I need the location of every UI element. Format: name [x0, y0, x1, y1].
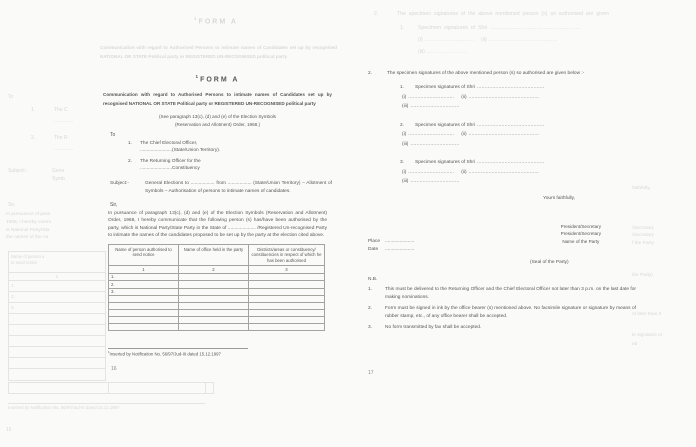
sub-i-dots: .............................. [408, 132, 455, 137]
specimen-label: Specimen signatures of Shri [415, 85, 475, 90]
date-fill-line: ...................... [385, 247, 415, 252]
ghost-subject-fragment-2: Symb [52, 176, 65, 182]
ghost-form-subtitle: Communication with regard to Authorised Persons to intimate names of Candidates set up by recognised NATIONAL OR STATE Political party or REGISTERED UN-RECOGNISED political party [100, 45, 337, 59]
specimen-sub-line [402, 102, 639, 112]
form-title-text: FORM A [200, 76, 240, 84]
empty-cell [249, 281, 325, 289]
ghost-table-header-cell [9, 252, 105, 273]
sub-i-label: (i) [402, 169, 407, 175]
table-row [109, 296, 325, 303]
ghost-fragment-secretary: /Secretary [632, 233, 654, 238]
sub-iii-dots: ................................ [410, 141, 460, 147]
ghost-fragment-nb2: le signature or [632, 333, 663, 338]
specimen-block-2 [365, 121, 639, 150]
table-row [109, 310, 325, 317]
form-title-superscript: 1 [195, 74, 201, 79]
footnote [108, 350, 221, 356]
empty-cell [179, 273, 249, 281]
column-number-1: 1 [109, 266, 179, 274]
ghost-fragment-seal: the Party) [632, 273, 653, 278]
ghost-table-row [9, 314, 105, 325]
ghost-sub-iii-dots: ......................... [426, 49, 468, 55]
footnote-rule [108, 348, 248, 349]
sub-ii-label: (ii) [461, 132, 467, 137]
section-2-number: 2. [368, 71, 373, 76]
table-header-col2: Name of office held in the party [179, 245, 249, 266]
ghost-table-header-line-1: Name of person a [11, 254, 45, 259]
ghost-addressee2-fragment: The R [54, 135, 68, 141]
ghost-addressee1-number: 1. [31, 107, 36, 113]
ghost-specimen-sub-line [418, 37, 696, 43]
left-page-number: 16 [111, 366, 117, 372]
right-page-body [365, 70, 639, 400]
table-header-col1: Name of person authorised to send notice [109, 245, 179, 266]
specimen-title-line [400, 83, 639, 93]
see-paragraph-note [103, 113, 332, 128]
specimen-sub-line [402, 130, 639, 140]
ghost-sub-i-dots: .............................. [424, 37, 474, 43]
row-label [109, 317, 179, 324]
nb-item-text: Form must be signed in ink by the office bearer (s) mentioned above. No facsimile signature or signature by means of rubber stamp, etc., of any office bearer shall be accepted. [385, 306, 636, 319]
ghost-table-bottom-row [8, 382, 214, 394]
form-subtitle: Communication with regard to Authorised Persons to intimate names of Candidates set up by recognised NATIONAL OR STATE Political party or REGISTERED UN-RECOGNISED political party [103, 92, 332, 106]
ghost-table-row: 2. [9, 292, 105, 303]
specimen-label: Specimen signatures of Shri [415, 160, 475, 165]
empty-cell [249, 296, 325, 303]
ghost-sub-iii-label: (iii) [418, 49, 425, 55]
section-2-text: The specimen signatures of the above mentioned person (s) so authorised are given below :- [387, 71, 585, 76]
addressee-1-fill-line: ........................(State/Union Territory). [140, 147, 221, 153]
empty-cell [179, 310, 249, 317]
empty-cell [179, 317, 249, 324]
specimen-block-1 [365, 83, 639, 112]
sub-iii-dots: ................................ [410, 104, 460, 109]
place-label: Place [368, 239, 380, 244]
ghost-sub-ii-dots: .......................................... [488, 37, 558, 43]
place-fill-line: ...................... [385, 239, 415, 244]
table-header-col3: Districts/areas or constituency/ constituencies in respect of which he has been authorised [249, 245, 325, 266]
ghost-addressee2-number: 2. [31, 135, 36, 141]
ghost-table-row [9, 358, 105, 369]
table-header-row [109, 245, 325, 266]
place-row [368, 238, 414, 246]
ghost-body-line-3: is National Party/Sta [6, 227, 50, 233]
subject-text: General Elections to .................. from .................. (State/Union Territory) – Allotment of Symbols – Authorisation of persons to intimate names of candidates. [145, 181, 332, 194]
to-label: To [110, 132, 116, 139]
sub-ii-dots: .............................................. [468, 132, 540, 137]
specimen-sub-line [402, 93, 639, 103]
date-label: Date [368, 247, 379, 252]
table-row [109, 324, 325, 331]
specimen-dots: ............................................ [477, 122, 545, 128]
ghost-form-title-superscript: 1 [194, 16, 199, 21]
nb-item-text: No form transmitted by fax shall be accepted. [385, 325, 482, 331]
specimen-label: Specimen signatures of Shri [415, 122, 475, 128]
ghost-footnote: Inserted by Notification No. 56/97/Jud-III dated 15.12.1997 [8, 405, 120, 410]
ghost-subject-label: Subject:- [8, 168, 28, 174]
authorised-persons-table [108, 244, 325, 331]
nb-item-3 [368, 324, 636, 332]
empty-cell [249, 324, 325, 331]
ghost-section-number: 2. [374, 11, 379, 17]
sub-iii-label: (iii) [402, 179, 409, 184]
nb-item-text: This must be delivered to the Returning Officer and the Chief Electoral Officer not later than 3 p.m. on the last date for making nominations. [385, 287, 636, 300]
ghost-sub-ii-label: (ii) [480, 37, 487, 43]
ghost-table-divider [108, 383, 109, 393]
specimen-dots: ............................................ [477, 160, 545, 165]
ghost-subject-fragment-1: Gene [52, 168, 65, 174]
signatory-line-1: President/Secretary [560, 224, 601, 229]
table-row [109, 303, 325, 310]
ghost-table-row: 3. [9, 303, 105, 314]
ghost-table-row: 1. [9, 281, 105, 292]
ghost-section-2-line [374, 11, 696, 17]
section-2-heading [365, 70, 639, 77]
empty-cell [179, 324, 249, 331]
specimen-number: 2. [400, 122, 405, 128]
empty-cell [249, 310, 325, 317]
ghost-form-title-text: FORM A [198, 18, 238, 26]
footnote-superscript: 1 [108, 350, 110, 354]
nb-item-2 [368, 305, 636, 320]
addressee-1-text: The Chief Electoral Officer, [140, 141, 198, 147]
date-row [368, 246, 414, 254]
ghost-right-page-top [374, 8, 696, 70]
empty-cell [179, 296, 249, 303]
sub-i-label: (i) [402, 94, 407, 100]
nb-item-1 [368, 286, 636, 301]
specimen-title-line [400, 158, 639, 168]
row-label [109, 296, 179, 303]
specimen-dots: ............................................ [477, 85, 545, 90]
empty-cell [249, 273, 325, 281]
specimen-block-3 [365, 158, 639, 187]
ghost-addressee1-dots: .............. [54, 118, 74, 124]
ghost-form-title [100, 16, 332, 25]
specimen-sub-line [402, 168, 639, 178]
sub-ii-dots: .............................................. [468, 94, 540, 100]
subject-label: Subject:- [110, 181, 129, 187]
signatory-block [561, 223, 601, 245]
empty-cell [179, 303, 249, 310]
ghost-table-divider [205, 383, 206, 393]
ghost-body-paragraph-fragments [6, 211, 51, 242]
ghost-fragment-party-name: f the Party [632, 241, 654, 246]
ghost-page-number: 16 [6, 427, 12, 433]
row-label [109, 303, 179, 310]
table-row [109, 317, 325, 324]
nb-item-number: 1. [368, 287, 373, 292]
addressee-2-text: The Returning Officer for the [140, 159, 201, 165]
sub-ii-label: (ii) [461, 169, 467, 175]
row-label: 2. [109, 281, 179, 289]
subject-row [103, 180, 332, 194]
body-paragraph: In pursuance of paragraph 13(c), (d) and (e) of the Election Symbols (Reservation and Allotment) Order, 1968, I hereby communicate that the following person (s) has/have been authorised by the party, which is National Party/State Party in the State of ..................... /Registered Un-recognised Party to intimate the names of the candidates proposed to be set up by the party at the election cited above. [108, 210, 327, 238]
ghost-salutation: Sir, [8, 202, 16, 208]
specimen-sub-line [402, 177, 639, 187]
ghost-specimen-sub-line [418, 49, 696, 55]
ghost-fragment-secretary: /Secretary [632, 226, 654, 231]
sub-i-dots: .............................. [408, 94, 455, 100]
empty-cell [249, 303, 325, 310]
empty-cell [179, 281, 249, 289]
ghost-specimen-number: 1. [400, 25, 405, 31]
specimen-title-line [400, 121, 639, 131]
table-row [109, 288, 325, 296]
ghost-sub-i-label: (i) [418, 37, 423, 43]
sub-iii-dots: ................................ [410, 179, 460, 184]
ghost-table-left-column [8, 251, 106, 381]
addressee-2-fill-line: ........................Constituency [140, 165, 200, 171]
sub-iii-label: (iii) [402, 104, 409, 109]
addressee-2-number: 2. [128, 159, 133, 165]
ghost-fragment-nb2b: ed [632, 342, 638, 347]
place-date-block [368, 238, 414, 254]
specimen-number: 1. [400, 85, 405, 90]
ghost-table-header-line-2: to send notice [11, 259, 38, 265]
sub-ii-dots: .............................................. [468, 169, 540, 175]
form-title [103, 74, 332, 83]
seal-note: (Seal of the Party) [530, 260, 569, 265]
ghost-footnote-rule [8, 403, 205, 404]
ghost-table-row [9, 325, 105, 336]
ghost-to-label: To [8, 94, 14, 100]
specimen-number: 3. [400, 160, 405, 165]
ghost-table-row [9, 336, 105, 347]
row-label: 1. [109, 273, 179, 281]
ghost-table-row [9, 369, 105, 380]
table-column-number-row [109, 266, 325, 274]
column-number-3: 3 [249, 266, 325, 274]
right-page-number: 17 [368, 370, 374, 376]
ghost-table-row [9, 347, 105, 358]
signatory-line-2: President/Secretary [560, 231, 601, 237]
ghost-addressee2-dots: .............. [54, 146, 74, 152]
ghost-fragment-nb1: ot later than 3 [632, 312, 662, 317]
see-paragraph-line-1: (See paragraph 13(c), (d) and (e) of the Election Symbols [159, 114, 276, 120]
sub-i-label: (i) [402, 132, 407, 137]
ghost-section-text: The specimen signatures of the above mentioned person (s) so authorised are given [397, 11, 609, 17]
footnote-text: Inserted by Notification No. 56/97/Jud-III dated 15.12.1997 [109, 351, 221, 357]
ghost-body-line-1: In pursuance of para [6, 212, 51, 217]
ghost-specimen-line [400, 25, 696, 31]
ghost-left-margin-column [6, 90, 107, 255]
nb-label: N.B. [368, 277, 378, 282]
table-row [109, 281, 325, 289]
ghost-body-line-4: the names of the ca [6, 235, 49, 241]
nota-bene-block [368, 277, 636, 332]
ghost-specimen-label: Specimen signatures of Shri .............................................................. [418, 25, 580, 31]
addressee-1-number: 1. [128, 141, 133, 147]
signatory-line-3: Name of the Party [562, 238, 600, 244]
sub-i-dots: .............................. [408, 169, 455, 175]
column-number-2: 2 [179, 266, 249, 274]
empty-cell [249, 317, 325, 324]
ghost-addressee1-fragment: The C [54, 107, 68, 113]
table-row [109, 273, 325, 281]
row-label: 3. [109, 288, 179, 296]
ghost-body-line-2: 1968, I hereby comm [6, 219, 52, 225]
sub-iii-label: (iii) [402, 141, 409, 147]
see-paragraph-line-2: (Reservation and Allotment) Order, 1968.) [174, 121, 261, 127]
empty-cell [249, 288, 325, 296]
empty-cell [179, 288, 249, 296]
ghost-table-column-number: 1 [9, 273, 105, 281]
specimen-sub-line [402, 140, 639, 150]
ghost-fragment-faithfully: faithfully, [632, 186, 651, 191]
left-page-body [103, 74, 332, 239]
closing-salutation: Yours faithfully, [543, 196, 575, 201]
salutation: Sir, [110, 201, 118, 208]
row-label [109, 310, 179, 317]
row-label [109, 324, 179, 331]
nb-item-number: 3. [368, 325, 373, 331]
sub-ii-label: (ii) [461, 94, 467, 100]
nb-item-number: 2. [368, 306, 373, 312]
